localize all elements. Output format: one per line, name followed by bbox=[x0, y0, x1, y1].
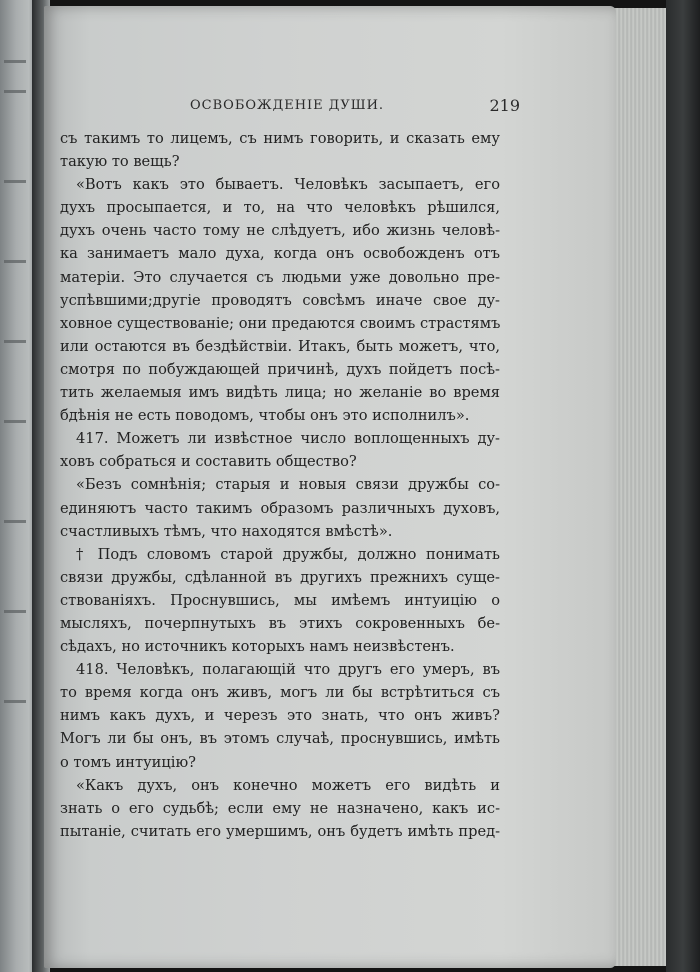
previous-page-text-fragment bbox=[4, 90, 26, 93]
previous-page-text-fragment bbox=[4, 610, 26, 613]
text-line: единяютъ часто такимъ образомъ различныхъ духовъ, bbox=[60, 499, 500, 517]
text-line: нимъ какъ духъ, и черезъ это знать, что онъ живъ? bbox=[60, 707, 500, 725]
text-line: тить желаемыя имъ видѣть лица; но желаніе во время bbox=[60, 384, 500, 402]
text-line: успѣвшими;другіе проводятъ совсѣмъ иначе свое ду- bbox=[60, 291, 500, 309]
text-line: Могъ ли бы онъ, въ этомъ случаѣ, проснувшись, имѣть bbox=[60, 730, 500, 748]
text-line: пытаніе, считать его умершимъ, онъ будетъ имѣть пред- bbox=[60, 822, 500, 840]
text-line: знать о его судьбѣ; если ему не назначено, какъ ис- bbox=[60, 799, 500, 817]
page-block-edges bbox=[612, 8, 670, 966]
previous-page-text-fragment bbox=[4, 340, 26, 343]
text-line: ствованіяхъ. Проснувшись, мы имѣемъ интуицію о bbox=[60, 591, 500, 609]
text-line: сѣдахъ, но источникъ которыхъ намъ неизвѣстенъ. bbox=[60, 638, 455, 656]
text-line: о томъ интуицію? bbox=[60, 753, 196, 771]
text-line: ховъ собраться и составить общество? bbox=[60, 453, 357, 471]
page-number: 219 bbox=[489, 96, 520, 115]
text-line: такую то вещь? bbox=[60, 153, 180, 171]
text-line: счастливыхъ тѣмъ, что находятся вмѣстѣ». bbox=[60, 522, 393, 540]
text-line: связи дружбы, сдѣланной въ другихъ прежнихъ суще- bbox=[60, 568, 500, 586]
text-line: «Вотъ какъ это бываетъ. Человѣкъ засыпаетъ, его bbox=[76, 176, 500, 194]
text-line: бдѣнія не есть поводомъ, чтобы онъ это исполнилъ». bbox=[60, 407, 470, 425]
text-line: 417. Можетъ ли извѣстное число воплощенныхъ ду- bbox=[76, 430, 500, 448]
text-line: ховное существованіе; они предаются своимъ страстямъ bbox=[60, 314, 500, 332]
previous-page-text-fragment bbox=[4, 700, 26, 703]
text-line: то время когда онъ живъ, могъ ли бы встрѣтиться съ bbox=[60, 684, 500, 702]
previous-page-text-fragment bbox=[4, 260, 26, 263]
text-line: матеріи. Это случается съ людьми уже довольно пре- bbox=[60, 268, 500, 286]
text-line: или остаются въ бездѣйствіи. Итакъ, быть можетъ, что, bbox=[60, 337, 500, 355]
page-body-text bbox=[60, 127, 500, 843]
running-head: ОСВОБОЖДЕНІЕ ДУШИ. bbox=[190, 98, 385, 113]
text-line: смотря по побуждающей причинѣ, духъ пойдетъ посѣ- bbox=[60, 360, 500, 378]
text-line: духъ просыпается, и то, на что человѣкъ рѣшился, bbox=[60, 199, 500, 217]
text-line: ка занимаетъ мало духа, когда онъ освобожденъ отъ bbox=[60, 245, 500, 263]
page-header bbox=[190, 96, 520, 116]
text-line: 418. Человѣкъ, полагающій что другъ его умеръ, въ bbox=[76, 661, 500, 679]
text-line: мысляхъ, почерпнутыхъ въ этихъ сокровенныхъ бе- bbox=[60, 614, 500, 632]
book-cover bbox=[666, 0, 700, 972]
text-line: «Какъ духъ, онъ конечно можетъ его видѣть и bbox=[76, 776, 500, 794]
text-line: «Безъ сомнѣнія; старыя и новыя связи дружбы со- bbox=[76, 476, 500, 494]
text-line: † Подъ словомъ старой дружбы, должно понимать bbox=[76, 545, 500, 563]
previous-page-text-fragment bbox=[4, 520, 26, 523]
previous-page-text-fragment bbox=[4, 180, 26, 183]
previous-page-text-fragment bbox=[4, 420, 26, 423]
previous-page-edge bbox=[0, 0, 36, 972]
text-line: духъ очень часто тому не слѣдуетъ, ибо жизнь человѣ- bbox=[60, 222, 500, 240]
previous-page-text-fragment bbox=[4, 60, 26, 63]
text-line: съ такимъ то лицемъ, съ нимъ говорить, и сказать ему bbox=[60, 130, 500, 147]
